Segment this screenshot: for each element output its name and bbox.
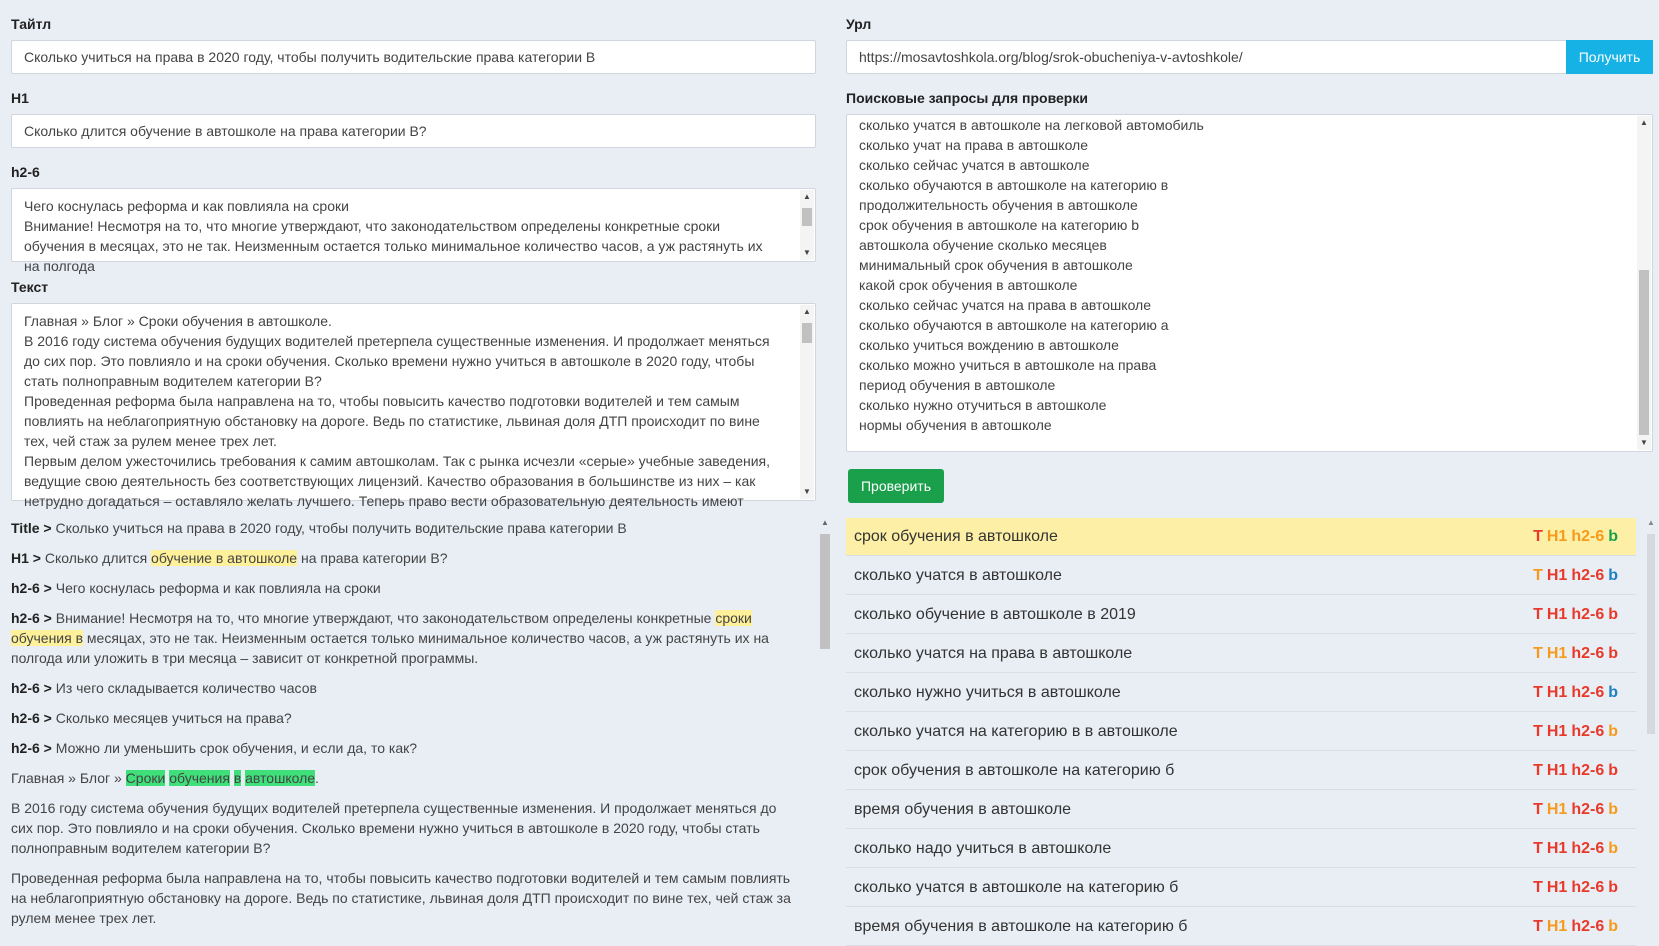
query-line: продолжительность обучения в автошколе [859, 197, 1138, 213]
query-line: сколько учат на права в автошколе [859, 137, 1089, 153]
query-line: нормы обучения в автошколе [859, 417, 1052, 433]
result-query: срок обучения в автошколе на категорию б [854, 761, 1175, 779]
flag-h1: H1 [1546, 839, 1568, 857]
keyword-highlight: сроки обучения в [11, 610, 752, 646]
flag-h26: h2-6 [1571, 566, 1605, 584]
preview-paragraph: Проведенная реформа была направлена на то, чтобы повысить качество подготовки водителей и тем самым повлиять на неблагоприятную обстановку на дороге. Ведь по статистике, львиная доля ДТП происходит по вине тех, чей стаж за рулем менее трех лет. [11, 870, 791, 926]
preview-scrollbar[interactable] [819, 518, 831, 939]
result-query: срок обучения в автошколе [854, 527, 1058, 545]
query-line: сколько учатся в автошколе на легковой автомобиль [859, 117, 1204, 133]
text-textarea[interactable] [11, 303, 816, 509]
query-line: сколько можно учиться в автошколе на права [859, 357, 1157, 373]
preview-tag: h2-6 > [11, 740, 52, 756]
flag-h26: h2-6 [1571, 644, 1605, 662]
query-line: автошкола обучение сколько месяцев [859, 237, 1107, 253]
flag-t: T [1533, 761, 1543, 779]
result-row[interactable] [846, 635, 1636, 673]
flag-h1: H1 [1546, 566, 1568, 584]
preview-h26-row [11, 578, 791, 598]
query-line: сколько нужно отучиться в автошколе [859, 397, 1107, 413]
scroll-up-icon[interactable]: ▲ [803, 307, 811, 316]
preview-h26-row [11, 738, 791, 758]
check-button[interactable]: Проверить [848, 469, 944, 503]
result-flags [1529, 567, 1618, 585]
scroll-up-icon[interactable]: ▲ [1640, 118, 1648, 127]
result-query: сколько учатся на категорию в в автошколе [854, 722, 1178, 740]
text-line: В 2016 году система обучения будущих водителей претерпела существенные изменения. И продолжает меняться до сих пор. Это повлияло и на сроки обучения. Сколько времени нужно учиться в автошколе в 2020 году, чтобы стать полноправным водителем категории B? [24, 333, 770, 389]
result-flags [1529, 762, 1618, 780]
preview-title-row [11, 518, 791, 538]
flag-h26: h2-6 [1571, 839, 1605, 857]
flag-t: T [1533, 917, 1543, 935]
result-row[interactable] [846, 752, 1636, 790]
flag-b: b [1608, 527, 1618, 545]
preview-tag: Title > [11, 520, 52, 536]
result-row[interactable] [846, 713, 1636, 751]
get-button[interactable]: Получить [1566, 40, 1653, 74]
result-flags [1529, 801, 1618, 819]
preview-tag: h2-6 > [11, 680, 52, 696]
title-label: Тайтл [11, 16, 52, 32]
scroll-thumb[interactable] [820, 534, 830, 649]
flag-b: b [1608, 566, 1618, 584]
flag-b: b [1608, 761, 1618, 779]
result-query: сколько учатся на права в автошколе [854, 644, 1133, 662]
preview-h26-row [11, 678, 791, 698]
h1-label: H1 [11, 90, 29, 106]
preview-text: Из чего складывается количество часов [55, 680, 317, 696]
flag-h26: h2-6 [1571, 605, 1605, 623]
flag-t: T [1533, 605, 1543, 623]
url-label: Урл [846, 16, 872, 32]
result-row[interactable] [846, 518, 1636, 556]
h26-line: Внимание! Несмотря на то, что многие утверждают, что законодательством определены конкретные сроки обучения в месяцах, это не так. Неизменным остается только минимальное количество часов, а уж растянуть их на полгода [24, 218, 763, 274]
flag-h26: h2-6 [1571, 761, 1605, 779]
result-flags [1529, 879, 1618, 897]
scroll-down-icon[interactable]: ▼ [1640, 438, 1648, 447]
result-flags [1529, 840, 1618, 858]
result-query: сколько надо учиться в автошколе [854, 839, 1112, 857]
flag-h26: h2-6 [1571, 527, 1605, 545]
flag-h1: H1 [1546, 761, 1568, 779]
flag-h26: h2-6 [1571, 917, 1605, 935]
h26-scrollbar[interactable] [800, 190, 814, 260]
keyword-highlight: Сроки [125, 770, 166, 786]
preview-text: на права категории B? [297, 550, 448, 566]
flag-t: T [1533, 800, 1543, 818]
flag-h1: H1 [1546, 605, 1568, 623]
flag-h1: H1 [1546, 527, 1568, 545]
result-flags [1529, 918, 1618, 936]
result-query: время обучения в автошколе [854, 800, 1072, 818]
title-input[interactable]: Сколько учиться на права в 2020 году, чтобы получить водительские права категории B [11, 40, 816, 74]
result-query: сколько учатся в автошколе на категорию б [854, 878, 1179, 896]
preview-tag: h2-6 > [11, 710, 52, 726]
result-row[interactable] [846, 908, 1636, 946]
result-row[interactable] [846, 596, 1636, 634]
scroll-thumb[interactable] [1639, 270, 1649, 435]
preview-tag: H1 > [11, 550, 41, 566]
flag-b: b [1608, 605, 1618, 623]
flag-t: T [1533, 683, 1543, 701]
query-line: какой срок обучения в автошколе [859, 277, 1078, 293]
scroll-up-icon[interactable]: ▲ [803, 192, 811, 201]
flag-h26: h2-6 [1571, 800, 1605, 818]
preview-text: Сколько учиться на права в 2020 году, чтобы получить водительские права категории B [55, 520, 627, 536]
flag-h1: H1 [1546, 800, 1568, 818]
result-flags [1529, 606, 1618, 624]
flag-t: T [1533, 566, 1543, 584]
scroll-up-icon[interactable]: ▲ [821, 518, 829, 527]
preview-h1-row [11, 548, 791, 568]
query-line: период обучения в автошколе [859, 377, 1056, 393]
text-label: Текст [11, 279, 49, 295]
scroll-down-icon[interactable]: ▼ [803, 248, 811, 257]
flag-h1: H1 [1546, 878, 1568, 896]
scroll-thumb[interactable] [802, 208, 812, 226]
result-row[interactable] [846, 830, 1636, 868]
flag-b: b [1608, 800, 1618, 818]
preview-text: Внимание! Несмотря на то, что многие утверждают, что законодательством определены конкретные [55, 610, 716, 626]
preview-text: . [315, 770, 319, 786]
result-flags [1529, 645, 1618, 663]
flag-h26: h2-6 [1571, 722, 1605, 740]
query-line: сколько сейчас учатся на права в автошколе [859, 297, 1152, 313]
preview-tag: h2-6 > [11, 610, 52, 626]
text-scrollbar[interactable] [800, 305, 814, 499]
flag-h1: H1 [1546, 917, 1568, 935]
result-row[interactable] [846, 674, 1636, 712]
scroll-down-icon[interactable]: ▼ [803, 487, 811, 496]
result-query: время обучения в автошколе на категорию б [854, 917, 1188, 935]
preview-breadcrumb [11, 768, 791, 788]
preview-text: Можно ли уменьшить срок обучения, и если да, то как? [55, 740, 418, 756]
result-query: сколько нужно учиться в автошколе [854, 683, 1121, 701]
flag-t: T [1533, 527, 1543, 545]
preview-text: Сколько месяцев учиться на права? [55, 710, 292, 726]
preview-tag: h2-6 > [11, 580, 52, 596]
keyword-highlight: обучения [169, 770, 230, 786]
flag-h1: H1 [1546, 722, 1568, 740]
scroll-thumb[interactable] [802, 323, 812, 343]
flag-b: b [1608, 917, 1618, 935]
query-line: сколько учиться вождению в автошколе [859, 337, 1119, 353]
flag-b: b [1608, 878, 1618, 896]
url-input[interactable]: https://mosavtoshkola.org/blog/srok-obucheniya-v-avtoshkole/ [846, 40, 1567, 74]
flag-h26: h2-6 [1571, 878, 1605, 896]
query-line: сколько обучаются в автошколе на категорию а [859, 317, 1169, 333]
text-line: Главная » Блог » Сроки обучения в автошколе. [24, 313, 332, 329]
query-line: сколько обучаются в автошколе на категорию в [859, 177, 1169, 193]
flag-b: b [1608, 722, 1618, 740]
preview-text: Сколько длится [44, 550, 152, 566]
preview-paragraph: В 2016 году система обучения будущих водителей претерпела существенные изменения. И продолжает меняться до сих пор. Это повлияло и на сроки обучения. Сколько времени нужно учиться в автошколе в 2020 году, чтобы стать полноправным водителем категории B? [11, 800, 777, 856]
result-flags [1529, 723, 1618, 741]
preview-h26-row [11, 708, 791, 728]
h1-input[interactable]: Сколько длится обучение в автошколе на права категории B? [11, 114, 816, 148]
result-flags [1529, 528, 1618, 546]
queries-scrollbar[interactable] [1637, 116, 1651, 450]
query-line: минимальный срок обучения в автошколе [859, 257, 1133, 273]
flag-h26: h2-6 [1571, 683, 1605, 701]
queries-label: Поисковые запросы для проверки [846, 90, 1088, 106]
queries-textarea[interactable] [846, 114, 1653, 452]
keyword-highlight: автошколе [245, 770, 316, 786]
result-flags [1529, 684, 1618, 702]
flag-h1: H1 [1546, 683, 1568, 701]
flag-b: b [1608, 839, 1618, 857]
keyword-highlight: обучение в автошколе [151, 550, 298, 566]
preview-text: месяцах, это не так. Неизменным остается только минимальное количество часов, а уж растянуть их на полгода или уложить в три месяца – зависит от конкретной программы. [11, 630, 769, 666]
analysis-preview [11, 518, 811, 939]
query-list [859, 115, 1618, 435]
result-query: сколько обучение в автошколе в 2019 [854, 605, 1136, 623]
results-list [846, 518, 1636, 939]
flag-t: T [1533, 878, 1543, 896]
preview-text: Чего коснулась реформа и как повлияла на сроки [55, 580, 381, 596]
keyword-highlight: в [233, 770, 242, 786]
h26-label: h2-6 [11, 164, 40, 180]
scroll-thumb[interactable] [1647, 534, 1655, 734]
h26-line: Чего коснулась реформа и как повлияла на сроки [24, 198, 349, 214]
preview-h26-row [11, 608, 791, 668]
result-row[interactable] [846, 791, 1636, 829]
text-line: Проведенная реформа была направлена на то, чтобы повысить качество подготовки водителей и тем самым повлиять на неблагоприятную обстановку на дороге. Ведь по статистике, львиная доля ДТП происходит по вине тех, чей стаж за рулем менее трех лет. [24, 393, 760, 449]
scroll-up-icon[interactable]: ▲ [1647, 518, 1655, 527]
result-row[interactable] [846, 557, 1636, 595]
h26-textarea[interactable] [11, 188, 816, 274]
flag-b: b [1608, 683, 1618, 701]
text-line: Первым делом ужесточились требования к самим автошколам. Так с рынка исчезли «серые» учебные заведения, ведущие свою деятельность без соответствующих лицензий. Качество образования в большинстве из них – как нетрудно догадаться – оставляло желать лучшего. Теперь право вести образовательную деятельность имеют [24, 453, 770, 509]
result-query: сколько учатся в автошколе [854, 566, 1062, 584]
flag-h1: H1 [1546, 644, 1568, 662]
query-line: сколько сейчас учатся в автошколе [859, 157, 1090, 173]
flag-t: T [1533, 722, 1543, 740]
query-line: срок обучения в автошколе на категорию b [859, 217, 1140, 233]
preview-text: Главная » Блог » [11, 770, 126, 786]
flag-b: b [1608, 644, 1618, 662]
flag-t: T [1533, 644, 1543, 662]
results-scrollbar[interactable] [1645, 518, 1657, 939]
flag-t: T [1533, 839, 1543, 857]
result-row[interactable] [846, 869, 1636, 907]
